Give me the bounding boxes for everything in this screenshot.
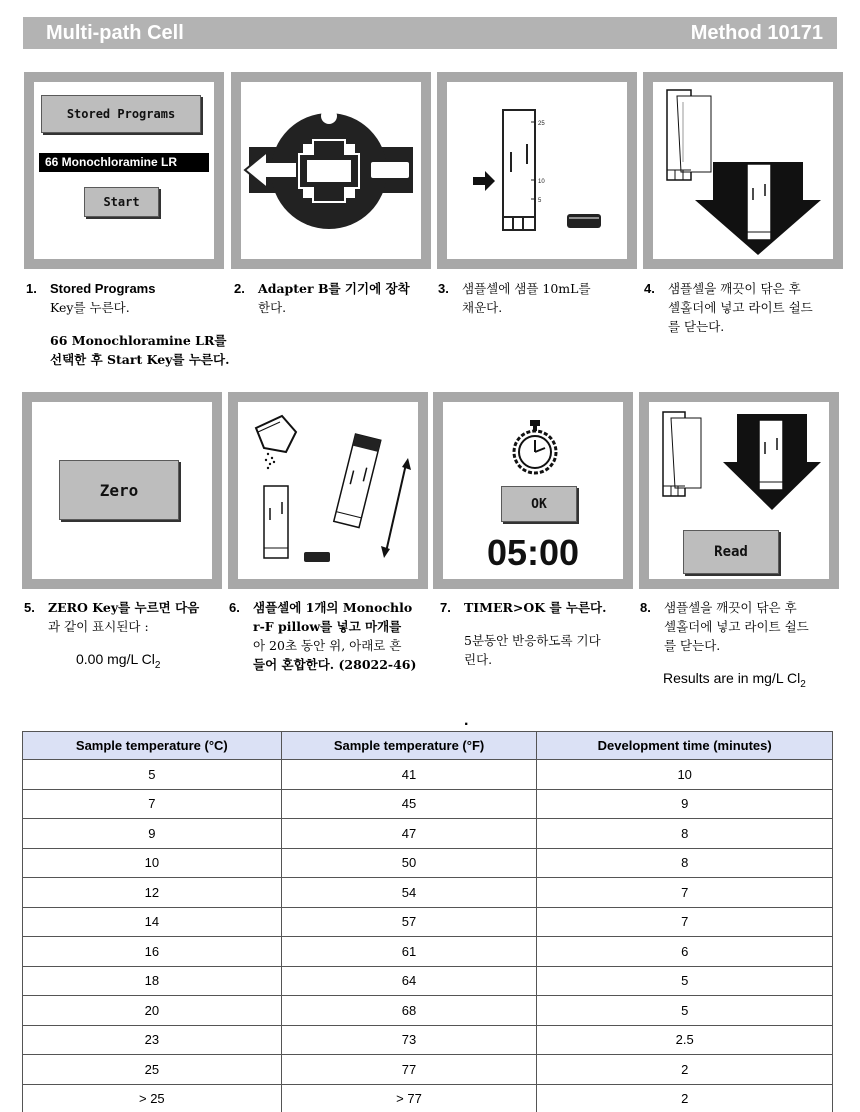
step4-illustration — [643, 72, 843, 269]
table-row — [23, 966, 833, 996]
step8-illustration — [639, 392, 839, 589]
table-cell: 2 — [537, 1055, 833, 1085]
header-bar — [23, 17, 837, 49]
svg-text:25: 25 — [538, 121, 545, 127]
step-1-text: 1. Stored Programs Key를 누른다. 66 Monochloramine LR를 선택한 후 Start Key를 누른다. — [26, 281, 230, 367]
step2-illustration — [231, 72, 431, 269]
step-3-text: 3. 샘플셀에 샘플 10mL를 채운다. — [438, 281, 591, 315]
header-fahrenheit: Sample temperature (°F) — [281, 732, 537, 760]
svg-text:10: 10 — [538, 179, 545, 185]
table-cell: 2.5 — [537, 1025, 833, 1055]
header-celsius: Sample temperature (°C) — [23, 732, 282, 760]
table-row — [23, 789, 833, 819]
ok-button[interactable]: OK — [501, 486, 577, 522]
table-row — [23, 996, 833, 1026]
table-cell: 77 — [281, 1055, 537, 1085]
header-title: Multi-path Cell — [46, 21, 184, 44]
step6-illustration — [228, 392, 428, 589]
svg-text:5: 5 — [538, 198, 542, 204]
table-cell: > 25 — [23, 1084, 282, 1112]
table-cell: 45 — [281, 789, 537, 819]
zero-button[interactable]: Zero — [59, 460, 179, 520]
arrow-right-icon — [473, 171, 495, 191]
start-button[interactable]: Start — [84, 187, 159, 217]
table-cell: 54 — [281, 878, 537, 908]
step-2-text: 2. Adapter B를 기기에 장착 한다. — [234, 281, 410, 315]
header-development-time: Development time (minutes) — [537, 732, 833, 760]
table-cell: 57 — [281, 907, 537, 937]
table-cell: 7 — [23, 789, 282, 819]
table-cell: 50 — [281, 848, 537, 878]
selected-program-highlight[interactable]: 66 Monochloramine LR — [39, 153, 209, 172]
table-cell: 16 — [23, 937, 282, 967]
table-cell: 68 — [281, 996, 537, 1026]
table-cell: 6 — [537, 937, 833, 967]
table-row — [23, 819, 833, 849]
table-cell: 9 — [23, 819, 282, 849]
table-cell: 8 — [537, 819, 833, 849]
insert-cell-icon — [653, 82, 833, 259]
separator-dot: . — [464, 712, 469, 729]
step-4-text: 4. 샘플셀을 깨끗이 닦은 후 셀홀더에 넣고 라이트 쉴드 를 닫는다. — [644, 281, 813, 334]
method-number: Method 10171 — [690, 21, 823, 44]
table-cell: 25 — [23, 1055, 282, 1085]
timer-display: 05:00 — [486, 532, 580, 573]
table-header-row — [23, 732, 833, 760]
table-row — [23, 1055, 833, 1085]
development-time-table — [22, 731, 833, 1112]
sample-cell-icon — [447, 82, 627, 259]
table-row — [23, 1084, 833, 1112]
table-cell: 10 — [23, 848, 282, 878]
table-cell: 47 — [281, 819, 537, 849]
step7-illustration — [433, 392, 633, 589]
table-cell: 14 — [23, 907, 282, 937]
step-5-text: 5. ZERO Key를 누르면 다음 과 같이 표시된다 : 0.00 mg/L $Cl_2$ — [24, 598, 229, 675]
table-cell: 5 — [537, 996, 833, 1026]
step5-illustration — [22, 392, 222, 589]
results-unit-note: Results are in mg/L $Cl_2$ — [663, 670, 806, 690]
table-cell: 23 — [23, 1025, 282, 1055]
table-cell: 64 — [281, 966, 537, 996]
read-button[interactable]: Read — [683, 530, 779, 574]
table-cell: 5 — [537, 966, 833, 996]
adapter-b-icon — [241, 82, 421, 259]
zero-result: 0.00 mg/L $Cl_2$ — [76, 651, 161, 671]
table-cell: 61 — [281, 937, 537, 967]
table-row — [23, 878, 833, 908]
table-cell: 9 — [537, 789, 833, 819]
table-cell: > 77 — [281, 1084, 537, 1112]
table-row — [23, 848, 833, 878]
table-cell: 5 — [23, 760, 282, 790]
table-cell: 7 — [537, 878, 833, 908]
step-6-text: 6. 샘플셀에 1개의 Monochlo r-F pillow를 넣고 마개를 아 20초 동안 위, 아래로 흔 들어 혼합한다. (28022-46) — [229, 600, 417, 672]
step3-illustration — [437, 72, 637, 269]
table-row — [23, 937, 833, 967]
table-cell: 10 — [537, 760, 833, 790]
table-cell: 2 — [537, 1084, 833, 1112]
step1-illustration — [24, 72, 224, 269]
table-row — [23, 907, 833, 937]
table-cell: 73 — [281, 1025, 537, 1055]
table-row — [23, 760, 833, 790]
table-cell: 7 — [537, 907, 833, 937]
pillow-mixing-icon — [238, 402, 418, 579]
stored-programs-button[interactable]: Stored Programs — [41, 95, 201, 133]
table-row — [23, 1025, 833, 1055]
table-cell: 41 — [281, 760, 537, 790]
stopwatch-icon — [505, 418, 565, 478]
table-cell: 20 — [23, 996, 282, 1026]
step-8-text: 8. 샘플셀을 깨끗이 닦은 후 셀홀더에 넣고 라이트 쉴드 를 닫는다. Results are in mg/L $Cl_2$ — [640, 598, 852, 694]
table-cell: 8 — [537, 848, 833, 878]
adapter-label: B — [263, 206, 273, 221]
table-cell: 12 — [23, 878, 282, 908]
table-cell: 18 — [23, 966, 282, 996]
step-7-text: 7. TIMER>OK 를 누른다. 5분동안 반응하도록 기다 린다. — [440, 600, 607, 667]
